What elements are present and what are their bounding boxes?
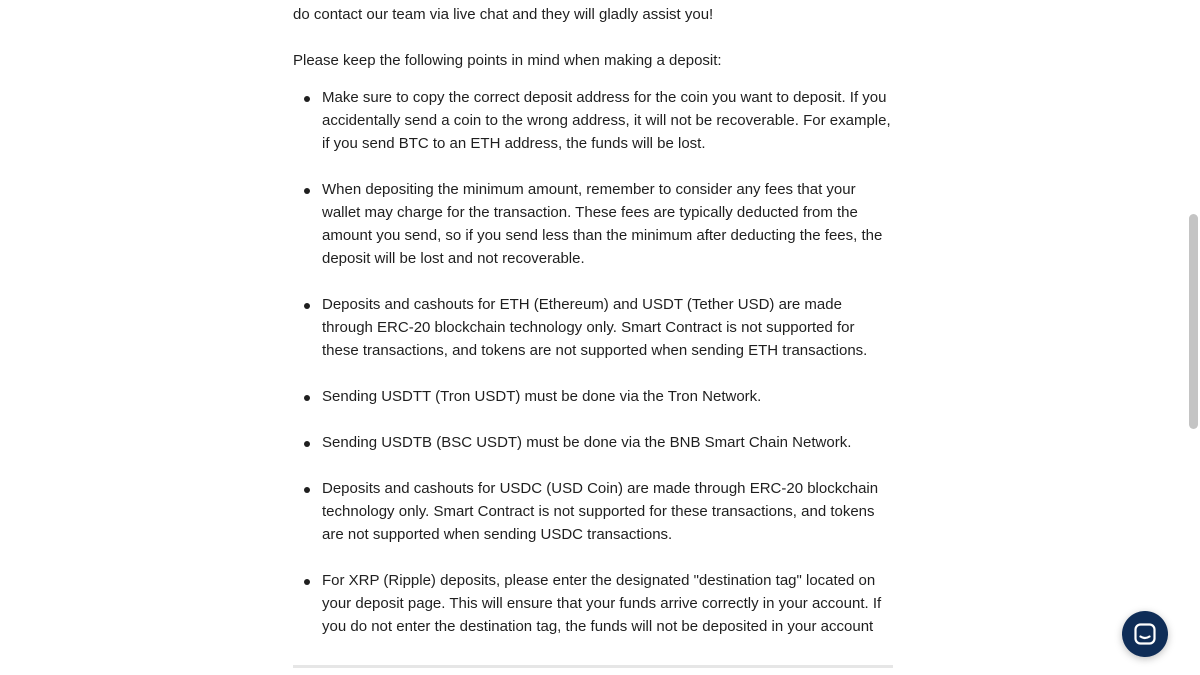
intro-line: do contact our team via live chat and they will gladly assist you! [293, 6, 714, 23]
list-item [293, 293, 893, 362]
list-item [293, 86, 893, 155]
section-divider [293, 665, 893, 668]
tip-text: Make sure to copy the correct deposit address for the coin you want to deposit. If you accidentally send a coin to the wrong address, it will not be recoverable. For example, if you send BTC to an ETH address, the funds will be lost. [322, 89, 891, 152]
list-item [293, 385, 893, 408]
list-item [293, 431, 893, 454]
bullet-icon [304, 303, 310, 309]
tip-text: Sending USDTT (Tron USDT) must be done via the Tron Network. [322, 388, 762, 405]
page-scrollbar-thumb[interactable] [1189, 214, 1198, 429]
bullet-icon [304, 487, 310, 493]
live-chat-launcher-button[interactable] [1122, 611, 1168, 657]
list-item [293, 477, 893, 546]
bullet-icon [304, 395, 310, 401]
tip-text: Sending USDTB (BSC USDT) must be done via the BNB Smart Chain Network. [322, 434, 852, 451]
tip-text: When depositing the minimum amount, remember to consider any fees that your wallet may charge for the transaction. These fees are typically deducted from the amount you send, so if you send less than the minimum after deducting the fees, the deposit will be lost and not recoverable. [322, 181, 883, 267]
chat-bubble-icon [1134, 623, 1156, 645]
bullet-icon [304, 96, 310, 102]
bullet-icon [304, 579, 310, 585]
deposit-tips-list [293, 86, 893, 661]
bullet-icon [304, 188, 310, 194]
list-item [293, 178, 893, 270]
tip-text: Deposits and cashouts for USDC (USD Coin) are made through ERC-20 blockchain technology only. Smart Contract is not supported for these transactions, and tokens are not supported when sending USDC transactions. [322, 480, 879, 543]
bullet-icon [304, 441, 310, 447]
tip-text: Deposits and cashouts for ETH (Ethereum) and USDT (Tether USD) are made through ERC-20 blockchain technology only. Smart Contract is not supported for these transactions, and tokens are not supported when sending ETH transactions. [322, 296, 868, 359]
tip-text: For XRP (Ripple) deposits, please enter the designated "destination tag" located on your deposit page. This will ensure that your funds arrive correctly in your account. If you do not enter the destination tag, the funds will not be deposited in your account [322, 572, 882, 635]
points-intro: Please keep the following points in mind when making a deposit: [293, 52, 722, 69]
list-item [293, 569, 893, 638]
